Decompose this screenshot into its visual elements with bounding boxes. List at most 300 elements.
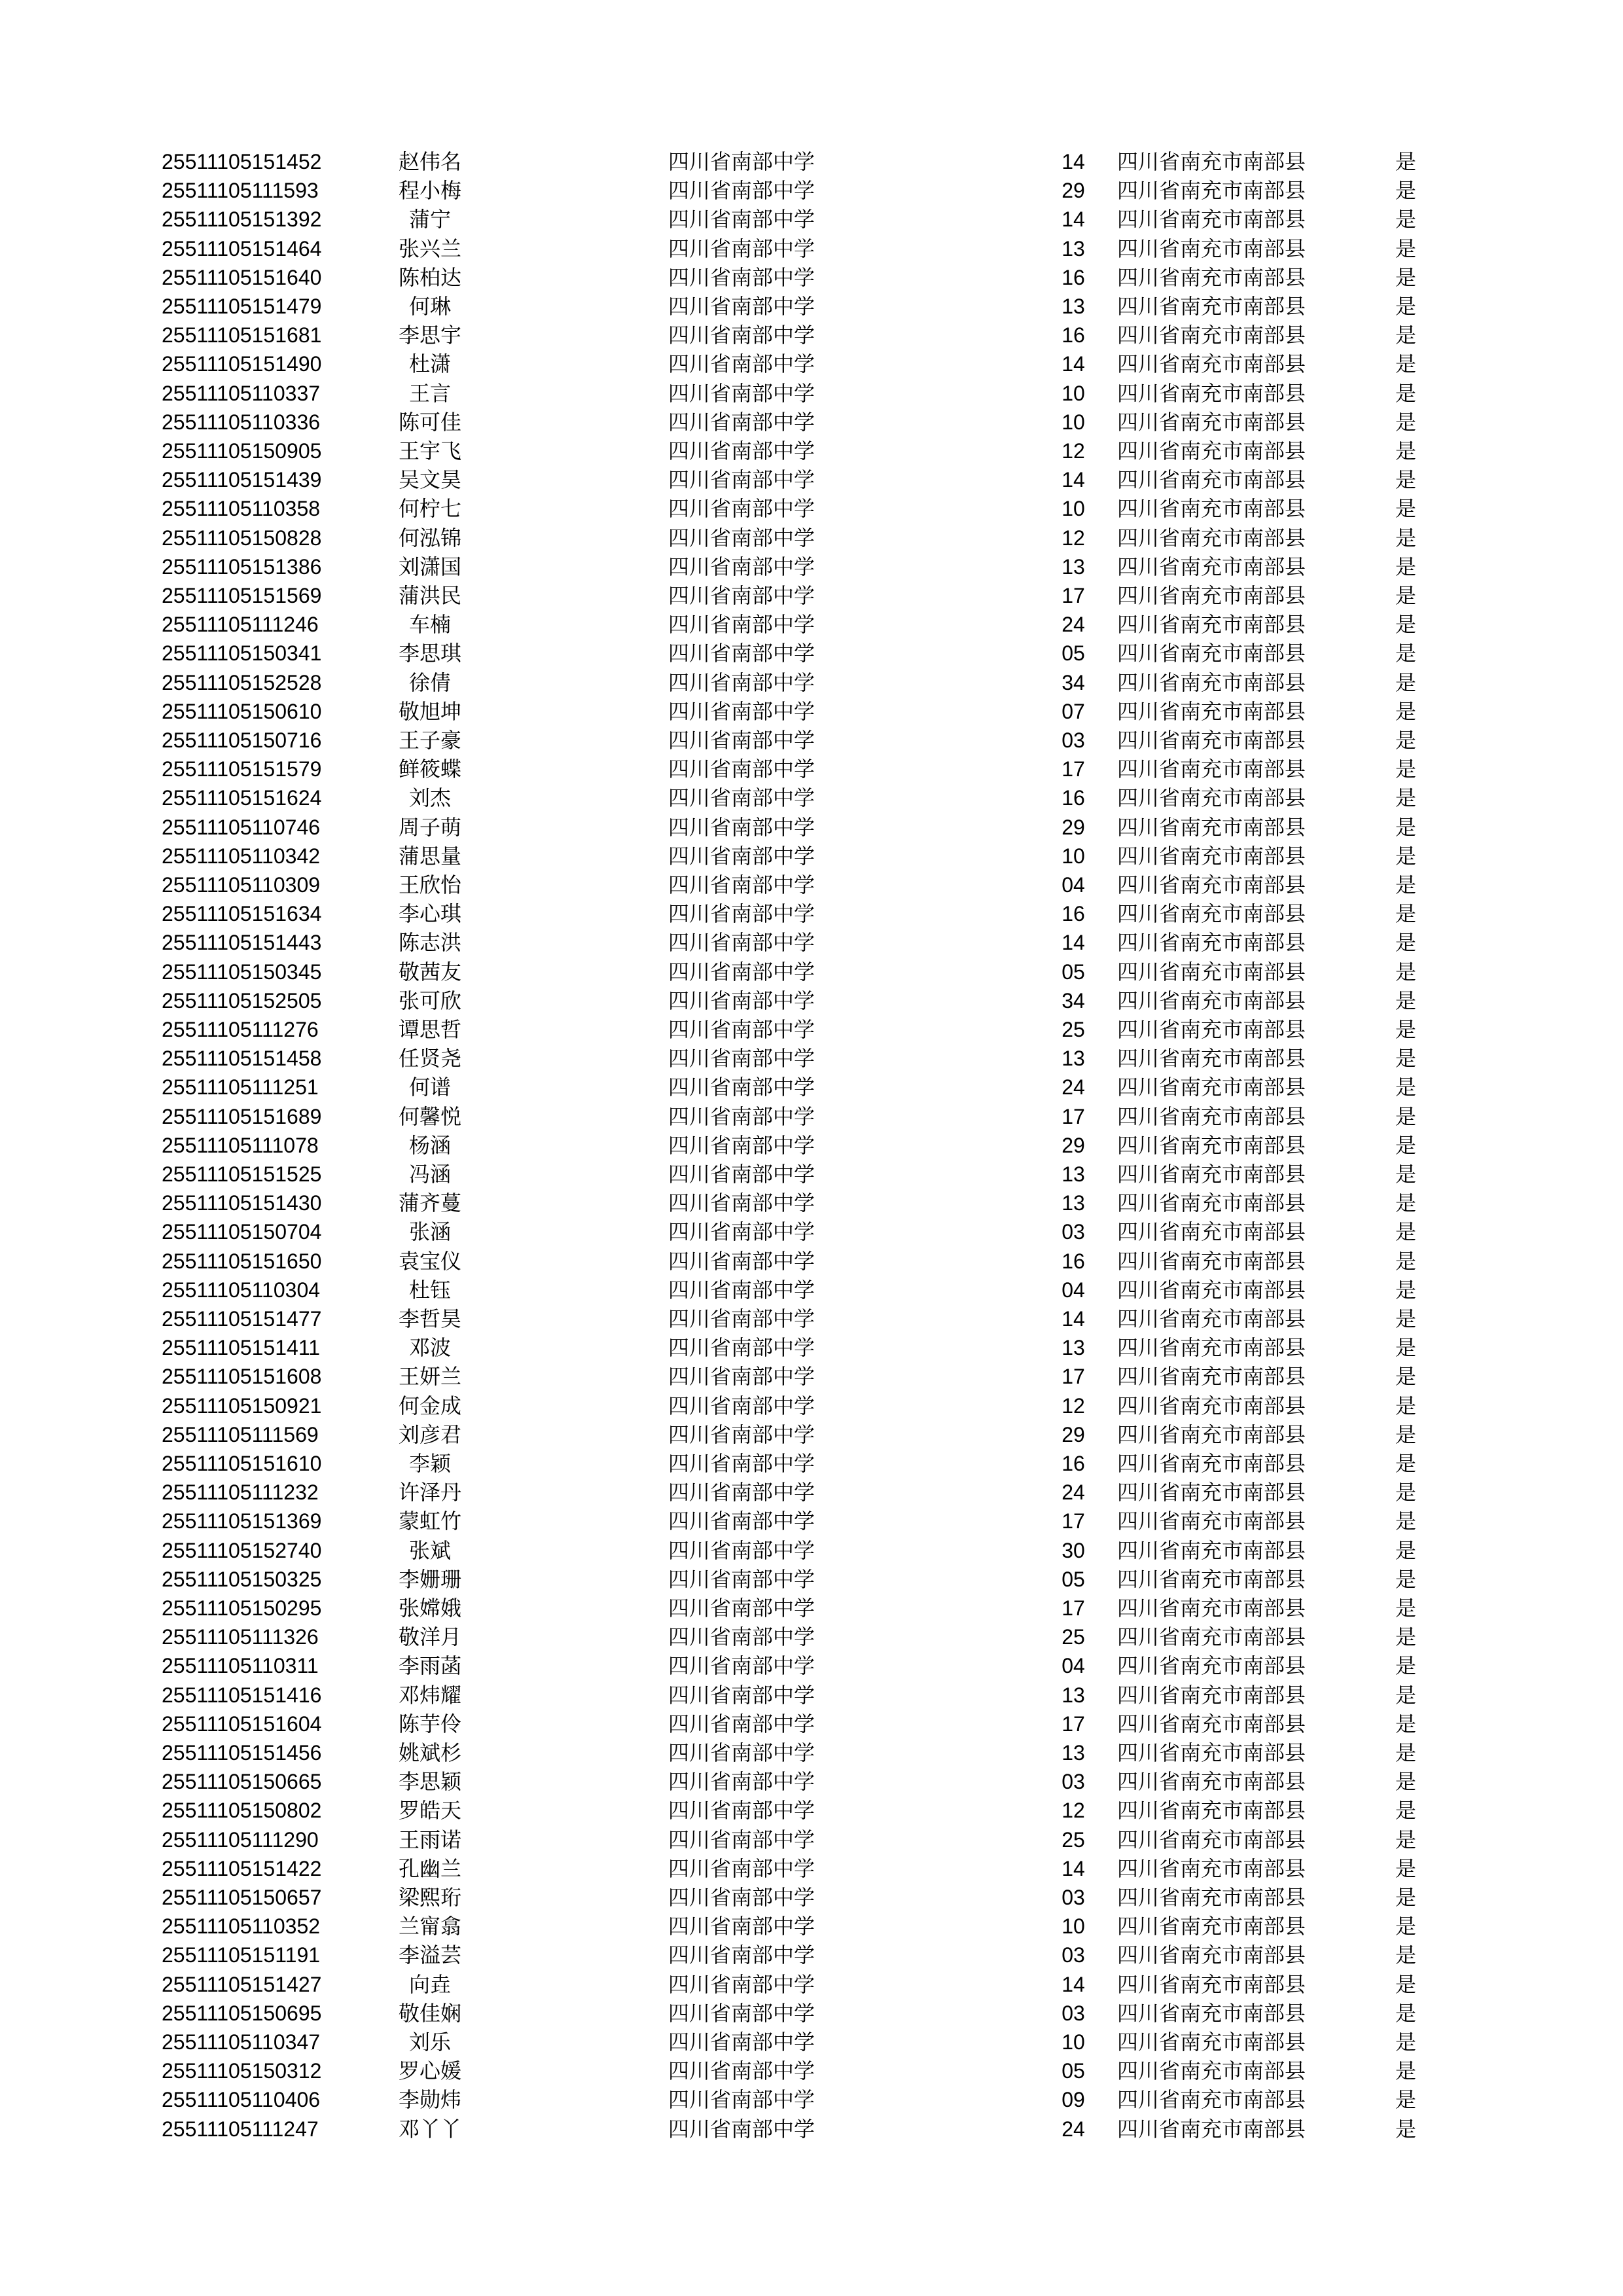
flag-cell: 是 <box>1395 1017 1417 1042</box>
region-cell: 四川省南充市南部县 <box>1117 1682 1306 1708</box>
student-name-cell: 孔幽兰 <box>398 1856 461 1881</box>
region-cell: 四川省南充市南部县 <box>1117 1422 1306 1447</box>
region-cell: 四川省南充市南部县 <box>1117 467 1306 493</box>
student-name-cell: 罗皓天 <box>398 1798 461 1823</box>
student-name-cell: 袁宝仪 <box>398 1248 461 1274</box>
region-cell: 四川省南充市南部县 <box>1117 149 1306 174</box>
class-number-cell: 05 <box>1061 2059 1085 2083</box>
class-number-cell: 10 <box>1061 844 1085 868</box>
student-id-cell: 25511105151430 <box>162 1191 322 1215</box>
flag-cell: 是 <box>1395 1711 1417 1736</box>
student-id-cell: 25511105151681 <box>162 323 322 348</box>
student-id-cell: 25511105152528 <box>162 670 322 694</box>
table-row <box>0 1796 1623 1825</box>
flag-cell: 是 <box>1395 1653 1417 1679</box>
class-number-cell: 25 <box>1061 1625 1085 1649</box>
student-name-cell: 任贤尧 <box>398 1046 461 1071</box>
school-cell: 四川省南部中学 <box>668 583 815 608</box>
region-cell: 四川省南充市南部县 <box>1117 698 1306 724</box>
flag-cell: 是 <box>1395 959 1417 984</box>
class-number-cell: 14 <box>1061 150 1085 173</box>
flag-cell: 是 <box>1395 1046 1417 1071</box>
student-id-cell: 25511105151634 <box>162 902 322 926</box>
flag-cell: 是 <box>1395 1856 1417 1881</box>
class-number-cell: 13 <box>1061 295 1085 318</box>
school-cell: 四川省南部中学 <box>668 1364 815 1390</box>
student-id-cell: 25511105151477 <box>162 1307 322 1331</box>
student-name-cell: 李雨菡 <box>398 1653 461 1679</box>
region-cell: 四川省南充市南部县 <box>1117 1017 1306 1042</box>
flag-cell: 是 <box>1395 1914 1417 1939</box>
student-id-cell: 25511105151624 <box>162 786 322 810</box>
student-id-cell: 25511105151456 <box>162 1741 322 1765</box>
school-cell: 四川省南部中学 <box>668 2087 815 2113</box>
region-cell: 四川省南充市南部县 <box>1117 1509 1306 1534</box>
student-name-cell: 王宇飞 <box>398 439 461 463</box>
flag-cell: 是 <box>1395 1943 1417 1968</box>
class-number-cell: 16 <box>1061 1249 1085 1273</box>
class-number-cell: 16 <box>1061 323 1085 348</box>
student-name-cell: 周子萌 <box>398 814 461 840</box>
class-number-cell: 34 <box>1061 670 1085 694</box>
flag-cell: 是 <box>1395 1219 1417 1245</box>
table-row <box>0 1594 1623 1623</box>
school-cell: 四川省南部中学 <box>668 872 815 897</box>
student-name-cell: 许泽丹 <box>398 1480 461 1505</box>
student-id-cell: 25511105151458 <box>162 1047 322 1071</box>
class-number-cell: 10 <box>1061 410 1085 434</box>
student-name-cell: 罗心媛 <box>398 2058 461 2084</box>
school-cell: 四川省南部中学 <box>668 1537 815 1563</box>
class-number-cell: 05 <box>1061 960 1085 984</box>
school-cell: 四川省南部中学 <box>668 207 815 232</box>
region-cell: 四川省南充市南部县 <box>1117 612 1306 637</box>
student-id-cell: 25511105150716 <box>162 728 322 752</box>
table-row <box>0 697 1623 726</box>
student-name-cell: 蒲宁 <box>408 207 451 232</box>
school-cell: 四川省南部中学 <box>668 467 815 493</box>
region-cell: 四川省南充市南部县 <box>1117 1537 1306 1563</box>
class-number-cell: 13 <box>1061 1047 1085 1071</box>
table-row <box>0 1073 1623 1102</box>
student-id-cell: 25511105111593 <box>162 179 319 203</box>
flag-cell: 是 <box>1395 1422 1417 1447</box>
class-number-cell: 24 <box>1061 613 1085 637</box>
table-row <box>0 2115 1623 2144</box>
school-cell: 四川省南部中学 <box>668 1711 815 1736</box>
class-number-cell: 17 <box>1061 1596 1085 1620</box>
table-row <box>0 2085 1623 2114</box>
student-id-cell: 25511105110352 <box>162 1914 321 1939</box>
student-id-cell: 25511105151369 <box>162 1509 322 1534</box>
student-id-cell: 25511105110336 <box>162 410 321 434</box>
region-cell: 四川省南充市南部县 <box>1117 1132 1306 1158</box>
student-name-cell: 李颖 <box>408 1451 451 1476</box>
region-cell: 四川省南充市南部县 <box>1117 1046 1306 1071</box>
student-id-cell: 25511105111290 <box>162 1827 319 1852</box>
student-name-cell: 敬茜友 <box>398 959 461 984</box>
student-name-cell: 陈可佳 <box>398 409 461 435</box>
student-id-cell: 25511105111247 <box>162 2117 319 2141</box>
student-id-cell: 25511105150345 <box>162 960 322 984</box>
school-cell: 四川省南部中学 <box>668 612 815 637</box>
school-cell: 四川省南部中学 <box>668 1017 815 1042</box>
flag-cell: 是 <box>1395 2087 1417 2113</box>
table-row <box>0 1738 1623 1767</box>
school-cell: 四川省南部中学 <box>668 1277 815 1302</box>
school-cell: 四川省南部中学 <box>668 1393 815 1418</box>
flag-cell: 是 <box>1395 178 1417 204</box>
school-cell: 四川省南部中学 <box>668 988 815 1013</box>
student-id-cell: 25511105111326 <box>162 1625 319 1649</box>
region-cell: 四川省南充市南部县 <box>1117 1769 1306 1795</box>
table-row <box>0 408 1623 437</box>
region-cell: 四川省南充市南部县 <box>1117 496 1306 522</box>
table-row <box>0 437 1623 465</box>
region-cell: 四川省南充市南部县 <box>1117 1219 1306 1245</box>
table-row <box>0 1912 1623 1941</box>
region-cell: 四川省南充市南部县 <box>1117 1480 1306 1505</box>
student-name-cell: 姚斌杉 <box>398 1740 461 1765</box>
table-row <box>0 1623 1623 1651</box>
class-number-cell: 05 <box>1061 641 1085 666</box>
school-cell: 四川省南部中学 <box>668 1624 815 1650</box>
class-number-cell: 29 <box>1061 815 1085 839</box>
table-row <box>0 205 1623 234</box>
student-name-cell: 梁熙珩 <box>398 1885 461 1910</box>
flag-cell: 是 <box>1395 2058 1417 2084</box>
student-name-cell: 刘彦君 <box>398 1422 461 1447</box>
school-cell: 四川省南部中学 <box>668 1480 815 1505</box>
flag-cell: 是 <box>1395 2000 1417 2026</box>
region-cell: 四川省南充市南部县 <box>1117 641 1306 666</box>
school-cell: 四川省南部中学 <box>668 149 815 174</box>
school-cell: 四川省南部中学 <box>668 1046 815 1071</box>
region-cell: 四川省南充市南部县 <box>1117 207 1306 232</box>
student-name-cell: 兰甯翕 <box>398 1914 461 1939</box>
flag-cell: 是 <box>1395 439 1417 463</box>
student-name-cell: 何柠七 <box>398 496 461 522</box>
school-cell: 四川省南部中学 <box>668 843 815 869</box>
class-number-cell: 03 <box>1061 1886 1085 1909</box>
student-name-cell: 刘乐 <box>408 2030 451 2054</box>
student-name-cell: 李思颖 <box>398 1769 461 1795</box>
table-row <box>0 1710 1623 1738</box>
table-row <box>0 870 1623 899</box>
flag-cell: 是 <box>1395 1248 1417 1274</box>
class-number-cell: 16 <box>1061 1452 1085 1475</box>
student-name-cell: 敬洋月 <box>398 1624 461 1650</box>
region-cell: 四川省南充市南部县 <box>1117 554 1306 579</box>
class-number-cell: 25 <box>1061 1018 1085 1041</box>
student-id-cell: 25511105110337 <box>162 381 321 405</box>
student-id-cell: 25511105151569 <box>162 584 322 607</box>
student-id-cell: 25511105110358 <box>162 497 321 521</box>
flag-cell: 是 <box>1395 1335 1417 1361</box>
class-number-cell: 25 <box>1061 1827 1085 1852</box>
school-cell: 四川省南部中学 <box>668 757 815 782</box>
student-name-cell: 鲜筱蝶 <box>398 757 461 782</box>
student-name-cell: 王言 <box>408 380 451 406</box>
class-number-cell: 07 <box>1061 699 1085 723</box>
table-row <box>0 2028 1623 2056</box>
region-cell: 四川省南充市南部县 <box>1117 1364 1306 1390</box>
flag-cell: 是 <box>1395 814 1417 840</box>
class-number-cell: 17 <box>1061 1712 1085 1736</box>
table-row <box>0 465 1623 494</box>
student-id-cell: 25511105110347 <box>162 2030 321 2054</box>
region-cell: 四川省南充市南部县 <box>1117 2000 1306 2026</box>
student-name-cell: 何琳 <box>408 294 451 319</box>
flag-cell: 是 <box>1395 1075 1417 1100</box>
table-row <box>0 813 1623 842</box>
class-number-cell: 12 <box>1061 1393 1085 1418</box>
student-name-cell: 张可欣 <box>398 988 461 1013</box>
student-name-cell: 何金成 <box>398 1393 461 1418</box>
class-number-cell: 05 <box>1061 1567 1085 1591</box>
table-row <box>0 292 1623 321</box>
table-row <box>0 783 1623 812</box>
school-cell: 四川省南部中学 <box>668 1566 815 1592</box>
class-number-cell: 10 <box>1061 497 1085 521</box>
flag-cell: 是 <box>1395 1451 1417 1476</box>
class-number-cell: 30 <box>1061 1538 1085 1562</box>
school-cell: 四川省南部中学 <box>668 1740 815 1765</box>
school-cell: 四川省南部中学 <box>668 698 815 724</box>
flag-cell: 是 <box>1395 264 1417 290</box>
student-id-cell: 25511105150325 <box>162 1567 322 1591</box>
class-number-cell: 13 <box>1061 1683 1085 1707</box>
region-cell: 四川省南充市南部县 <box>1117 1740 1306 1765</box>
table-row <box>0 726 1623 755</box>
school-cell: 四川省南部中学 <box>668 901 815 927</box>
flag-cell: 是 <box>1395 641 1417 666</box>
student-name-cell: 蒲洪民 <box>398 583 461 608</box>
table-row <box>0 899 1623 928</box>
flag-cell: 是 <box>1395 1740 1417 1765</box>
class-number-cell: 09 <box>1061 2088 1085 2112</box>
table-row <box>0 1507 1623 1535</box>
flag-cell: 是 <box>1395 1277 1417 1302</box>
student-name-cell: 李心琪 <box>398 901 461 927</box>
region-cell: 四川省南充市南部县 <box>1117 872 1306 897</box>
table-row <box>0 1333 1623 1362</box>
student-name-cell: 谭思哲 <box>398 1017 461 1042</box>
flag-cell: 是 <box>1395 1306 1417 1331</box>
class-number-cell: 17 <box>1061 1365 1085 1389</box>
school-cell: 四川省南部中学 <box>668 1219 815 1245</box>
student-name-cell: 邓波 <box>408 1335 451 1361</box>
region-cell: 四川省南充市南部县 <box>1117 409 1306 435</box>
class-number-cell: 16 <box>1061 902 1085 926</box>
class-number-cell: 12 <box>1061 526 1085 550</box>
flag-cell: 是 <box>1395 1566 1417 1592</box>
school-cell: 四川省南部中学 <box>668 2058 815 2084</box>
student-id-cell: 25511105150921 <box>162 1393 322 1418</box>
school-cell: 四川省南部中学 <box>668 1103 815 1129</box>
class-number-cell: 16 <box>1061 265 1085 289</box>
student-id-cell: 25511105151452 <box>162 150 322 173</box>
school-cell: 四川省南部中学 <box>668 2000 815 2026</box>
region-cell: 四川省南充市南部县 <box>1117 525 1306 550</box>
table-row <box>0 1276 1623 1304</box>
student-name-cell: 刘杰 <box>408 785 451 811</box>
table-row <box>0 958 1623 986</box>
student-name-cell: 蒲思量 <box>398 843 461 869</box>
region-cell: 四川省南充市南部县 <box>1117 178 1306 204</box>
school-cell: 四川省南部中学 <box>668 1422 815 1447</box>
region-cell: 四川省南充市南部县 <box>1117 1306 1306 1331</box>
region-cell: 四川省南充市南部县 <box>1117 351 1306 377</box>
region-cell: 四川省南充市南部县 <box>1117 1162 1306 1187</box>
region-cell: 四川省南充市南部县 <box>1117 843 1306 869</box>
region-cell: 四川省南充市南部县 <box>1117 236 1306 261</box>
student-name-cell: 邓丫丫 <box>398 2116 461 2142</box>
school-cell: 四川省南部中学 <box>668 554 815 579</box>
flag-cell: 是 <box>1395 207 1417 232</box>
student-name-cell: 蒲齐蔓 <box>398 1191 461 1216</box>
region-cell: 四川省南充市南部县 <box>1117 1971 1306 1997</box>
student-id-cell: 25511105150341 <box>162 641 322 666</box>
flag-cell: 是 <box>1395 757 1417 782</box>
table-row <box>0 581 1623 610</box>
student-name-cell: 李哲昊 <box>398 1306 461 1331</box>
school-cell: 四川省南部中学 <box>668 1798 815 1823</box>
region-cell: 四川省南充市南部县 <box>1117 959 1306 984</box>
student-id-cell: 25511105151392 <box>162 207 322 232</box>
region-cell: 四川省南充市南部县 <box>1117 1596 1306 1621</box>
class-number-cell: 13 <box>1061 1336 1085 1360</box>
student-name-cell: 敬旭坤 <box>398 698 461 724</box>
region-cell: 四川省南充市南部县 <box>1117 1624 1306 1650</box>
table-row <box>0 1565 1623 1594</box>
student-name-cell: 冯涵 <box>408 1162 451 1187</box>
school-cell: 四川省南部中学 <box>668 264 815 290</box>
school-cell: 四川省南部中学 <box>668 814 815 840</box>
table-row <box>0 1941 1623 1969</box>
student-name-cell: 王妍兰 <box>398 1364 461 1390</box>
student-name-cell: 张嫦娥 <box>398 1596 461 1621</box>
student-id-cell: 25511105151689 <box>162 1104 322 1128</box>
region-cell: 四川省南充市南部县 <box>1117 1451 1306 1476</box>
student-id-cell: 25511105111276 <box>162 1018 319 1041</box>
flag-cell: 是 <box>1395 1162 1417 1187</box>
school-cell: 四川省南部中学 <box>668 1885 815 1910</box>
table-row <box>0 494 1623 523</box>
table-row <box>0 176 1623 205</box>
flag-cell: 是 <box>1395 496 1417 522</box>
class-number-cell: 13 <box>1061 236 1085 260</box>
flag-cell: 是 <box>1395 1537 1417 1563</box>
student-id-cell: 25511105151604 <box>162 1712 322 1736</box>
school-cell: 四川省南部中学 <box>668 1682 815 1708</box>
table-row <box>0 1391 1623 1420</box>
student-id-cell: 25511105110309 <box>162 873 321 897</box>
class-number-cell: 17 <box>1061 584 1085 607</box>
class-number-cell: 34 <box>1061 988 1085 1013</box>
school-cell: 四川省南部中学 <box>668 1596 815 1621</box>
student-name-cell: 程小梅 <box>398 178 461 204</box>
region-cell: 四川省南充市南部县 <box>1117 2030 1306 2054</box>
school-cell: 四川省南部中学 <box>668 496 815 522</box>
class-number-cell: 03 <box>1061 1220 1085 1244</box>
table-row <box>0 379 1623 408</box>
student-id-cell: 25511105151464 <box>162 236 322 260</box>
class-number-cell: 13 <box>1061 1741 1085 1765</box>
flag-cell: 是 <box>1395 380 1417 406</box>
student-name-cell: 陈志洪 <box>398 930 461 956</box>
class-number-cell: 17 <box>1061 757 1085 781</box>
class-number-cell: 14 <box>1061 352 1085 376</box>
student-id-cell: 25511105150828 <box>162 526 322 550</box>
class-number-cell: 14 <box>1061 1856 1085 1880</box>
school-cell: 四川省南部中学 <box>668 178 815 204</box>
student-id-cell: 25511105151579 <box>162 757 322 781</box>
region-cell: 四川省南充市南部县 <box>1117 1393 1306 1418</box>
table-row <box>0 1651 1623 1680</box>
flag-cell: 是 <box>1395 1480 1417 1505</box>
table-row <box>0 1217 1623 1246</box>
table-row <box>0 755 1623 783</box>
school-cell: 四川省南部中学 <box>668 1132 815 1158</box>
table-row <box>0 1131 1623 1160</box>
flag-cell: 是 <box>1395 930 1417 956</box>
student-id-cell: 25511105151386 <box>162 554 322 579</box>
school-cell: 四川省南部中学 <box>668 2116 815 2142</box>
student-name-cell: 车楠 <box>408 612 451 637</box>
flag-cell: 是 <box>1395 1103 1417 1129</box>
student-name-cell: 何谱 <box>408 1075 451 1100</box>
school-cell: 四川省南部中学 <box>668 439 815 463</box>
region-cell: 四川省南充市南部县 <box>1117 785 1306 811</box>
class-number-cell: 13 <box>1061 1162 1085 1186</box>
student-id-cell: 25511105151490 <box>162 352 322 376</box>
student-id-cell: 25511105111569 <box>162 1422 319 1446</box>
flag-cell: 是 <box>1395 467 1417 493</box>
table-row <box>0 263 1623 292</box>
student-id-cell: 25511105150704 <box>162 1220 322 1244</box>
class-number-cell: 17 <box>1061 1509 1085 1534</box>
flag-cell: 是 <box>1395 2116 1417 2142</box>
school-cell: 四川省南部中学 <box>668 1451 815 1476</box>
table-row <box>0 842 1623 870</box>
flag-cell: 是 <box>1395 323 1417 348</box>
class-number-cell: 14 <box>1061 931 1085 955</box>
table-row <box>0 1044 1623 1073</box>
flag-cell: 是 <box>1395 1596 1417 1621</box>
region-cell: 四川省南充市南部县 <box>1117 1103 1306 1129</box>
table-row <box>0 1304 1623 1333</box>
class-number-cell: 29 <box>1061 179 1085 203</box>
flag-cell: 是 <box>1395 785 1417 811</box>
student-id-cell: 25511105110304 <box>162 1278 321 1302</box>
student-id-cell: 25511105110746 <box>162 815 321 839</box>
student-id-cell: 25511105151191 <box>162 1943 321 1967</box>
flag-cell: 是 <box>1395 409 1417 435</box>
flag-cell: 是 <box>1395 698 1417 724</box>
class-number-cell: 14 <box>1061 468 1085 492</box>
region-cell: 四川省南充市南部县 <box>1117 1566 1306 1592</box>
table-row <box>0 1160 1623 1189</box>
class-number-cell: 03 <box>1061 2001 1085 2025</box>
table-row <box>0 639 1623 668</box>
flag-cell: 是 <box>1395 1827 1417 1852</box>
class-number-cell: 10 <box>1061 1914 1085 1939</box>
school-cell: 四川省南部中学 <box>668 930 815 956</box>
class-number-cell: 12 <box>1061 439 1085 463</box>
table-row <box>0 1883 1623 1912</box>
table-row <box>0 147 1623 176</box>
